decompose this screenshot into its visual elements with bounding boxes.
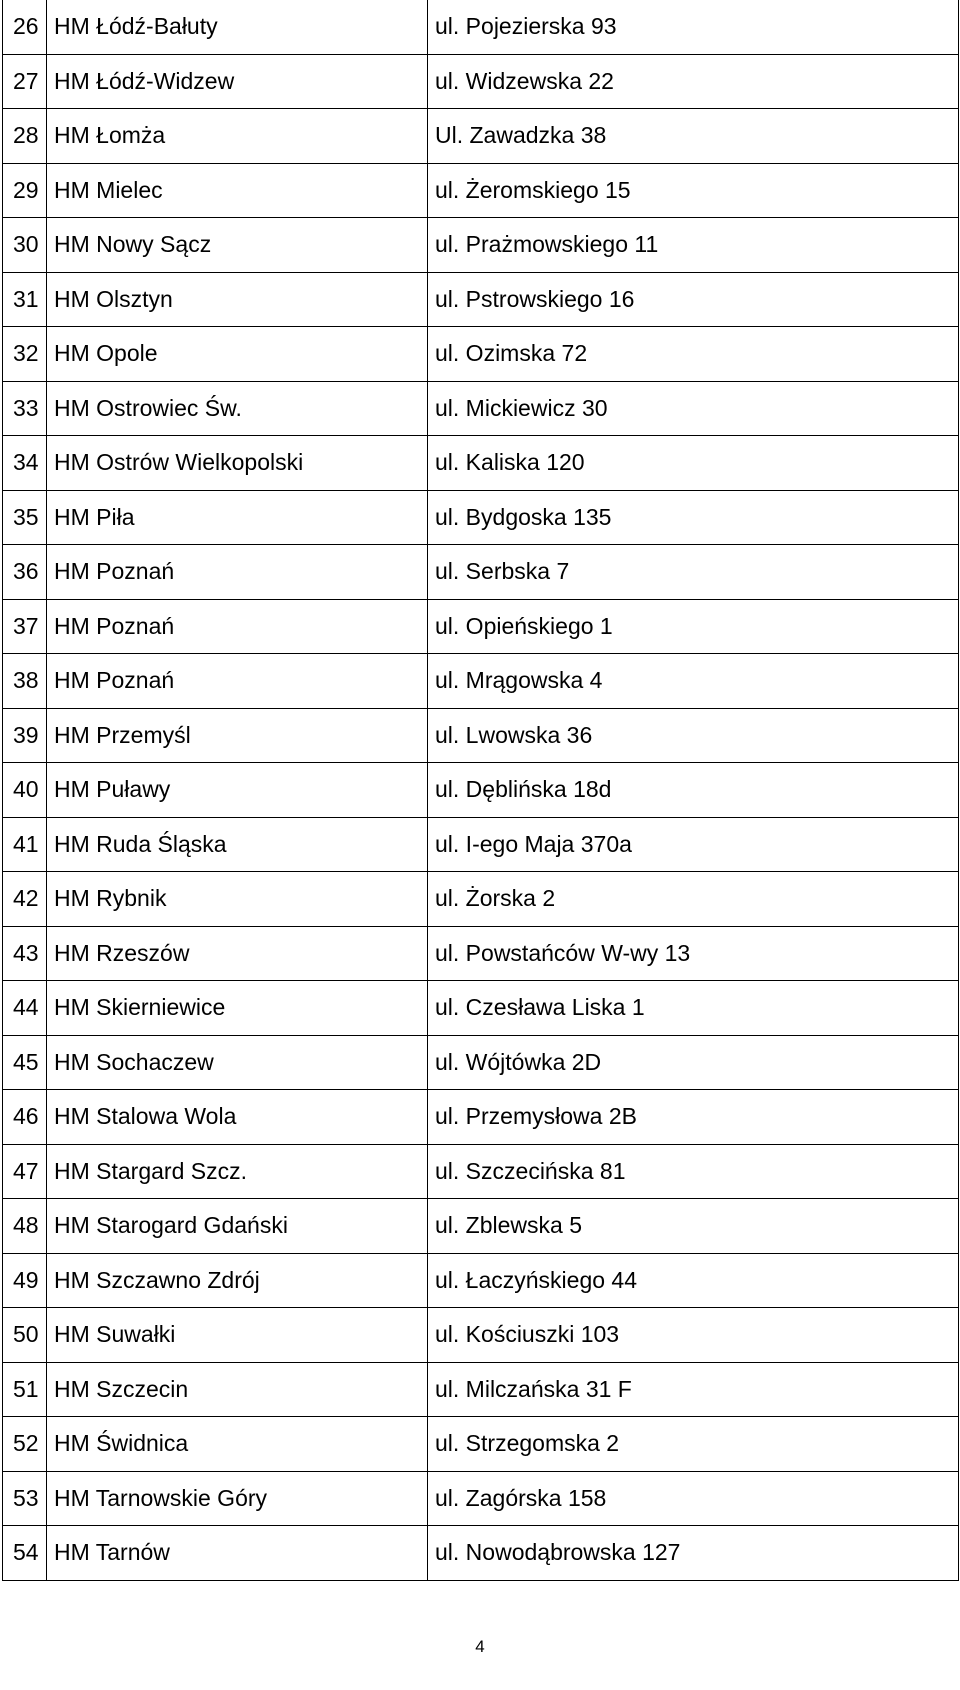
location-address: ul. Mickiewicz 30 bbox=[428, 381, 959, 436]
location-address: ul. Serbska 7 bbox=[428, 545, 959, 600]
location-name: HM Nowy Sącz bbox=[47, 218, 428, 273]
row-number: 37 bbox=[3, 599, 47, 654]
table-row bbox=[3, 545, 959, 600]
row-number: 44 bbox=[3, 981, 47, 1036]
location-name: HM Rybnik bbox=[47, 872, 428, 927]
row-number: 54 bbox=[3, 1526, 47, 1581]
row-number: 53 bbox=[3, 1471, 47, 1526]
location-address: ul. Kościuszki 103 bbox=[428, 1308, 959, 1363]
location-address: ul. Pojezierska 93 bbox=[428, 0, 959, 54]
row-number: 28 bbox=[3, 109, 47, 164]
location-name: HM Ostrowiec Św. bbox=[47, 381, 428, 436]
location-name: HM Przemyśl bbox=[47, 708, 428, 763]
table-row bbox=[3, 1471, 959, 1526]
location-address: ul. Szczecińska 81 bbox=[428, 1144, 959, 1199]
location-name: HM Szczawno Zdrój bbox=[47, 1253, 428, 1308]
table-row bbox=[3, 763, 959, 818]
location-name: HM Olsztyn bbox=[47, 272, 428, 327]
row-number: 45 bbox=[3, 1035, 47, 1090]
table-row bbox=[3, 817, 959, 872]
row-number: 52 bbox=[3, 1417, 47, 1472]
location-address: ul. Pstrowskiego 16 bbox=[428, 272, 959, 327]
row-number: 35 bbox=[3, 490, 47, 545]
location-name: HM Sochaczew bbox=[47, 1035, 428, 1090]
table-row bbox=[3, 163, 959, 218]
location-address: ul. Czesława Liska 1 bbox=[428, 981, 959, 1036]
table-row bbox=[3, 1253, 959, 1308]
row-number: 43 bbox=[3, 926, 47, 981]
location-name: HM Szczecin bbox=[47, 1362, 428, 1417]
table-row bbox=[3, 1526, 959, 1581]
location-address: ul. Milczańska 31 F bbox=[428, 1362, 959, 1417]
location-address: ul. Zblewska 5 bbox=[428, 1199, 959, 1254]
table-row bbox=[3, 109, 959, 164]
location-address: ul. Widzewska 22 bbox=[428, 54, 959, 109]
location-name: HM Świdnica bbox=[47, 1417, 428, 1472]
location-address: ul. Łaczyńskiego 44 bbox=[428, 1253, 959, 1308]
page-number: 4 bbox=[475, 1637, 485, 1656]
row-number: 48 bbox=[3, 1199, 47, 1254]
location-address: ul. Strzegomska 2 bbox=[428, 1417, 959, 1472]
location-name: HM Opole bbox=[47, 327, 428, 382]
table-row bbox=[3, 436, 959, 491]
table-row bbox=[3, 599, 959, 654]
row-number: 38 bbox=[3, 654, 47, 709]
row-number: 39 bbox=[3, 708, 47, 763]
row-number: 34 bbox=[3, 436, 47, 491]
location-name: HM Tarnów bbox=[47, 1526, 428, 1581]
location-name: HM Ostrów Wielkopolski bbox=[47, 436, 428, 491]
locations-table-body bbox=[3, 0, 959, 1580]
location-address: Ul. Zawadzka 38 bbox=[428, 109, 959, 164]
location-address: ul. Żorska 2 bbox=[428, 872, 959, 927]
locations-table bbox=[2, 0, 959, 1581]
table-row bbox=[3, 272, 959, 327]
row-number: 29 bbox=[3, 163, 47, 218]
location-name: HM Piła bbox=[47, 490, 428, 545]
table-row bbox=[3, 1417, 959, 1472]
location-name: HM Rzeszów bbox=[47, 926, 428, 981]
location-address: ul. I-ego Maja 370a bbox=[428, 817, 959, 872]
row-number: 27 bbox=[3, 54, 47, 109]
row-number: 26 bbox=[3, 0, 47, 54]
table-row bbox=[3, 54, 959, 109]
row-number: 31 bbox=[3, 272, 47, 327]
location-name: HM Starogard Gdański bbox=[47, 1199, 428, 1254]
location-address: ul. Przemysłowa 2B bbox=[428, 1090, 959, 1145]
row-number: 46 bbox=[3, 1090, 47, 1145]
location-name: HM Mielec bbox=[47, 163, 428, 218]
row-number: 47 bbox=[3, 1144, 47, 1199]
location-name: HM Skierniewice bbox=[47, 981, 428, 1036]
table-row bbox=[3, 872, 959, 927]
location-address: ul. Dęblińska 18d bbox=[428, 763, 959, 818]
table-row bbox=[3, 926, 959, 981]
row-number: 36 bbox=[3, 545, 47, 600]
row-number: 40 bbox=[3, 763, 47, 818]
table-row bbox=[3, 218, 959, 273]
location-address: ul. Zagórska 158 bbox=[428, 1471, 959, 1526]
row-number: 42 bbox=[3, 872, 47, 927]
location-address: ul. Prażmowskiego 11 bbox=[428, 218, 959, 273]
location-address: ul. Żeromskiego 15 bbox=[428, 163, 959, 218]
location-name: HM Stalowa Wola bbox=[47, 1090, 428, 1145]
location-address: ul. Wójtówka 2D bbox=[428, 1035, 959, 1090]
row-number: 50 bbox=[3, 1308, 47, 1363]
table-row bbox=[3, 0, 959, 54]
row-number: 41 bbox=[3, 817, 47, 872]
location-address: ul. Opieńskiego 1 bbox=[428, 599, 959, 654]
location-name: HM Puławy bbox=[47, 763, 428, 818]
location-name: HM Łódź-Bałuty bbox=[47, 0, 428, 54]
location-name: HM Poznań bbox=[47, 599, 428, 654]
location-name: HM Łódź-Widzew bbox=[47, 54, 428, 109]
row-number: 49 bbox=[3, 1253, 47, 1308]
row-number: 33 bbox=[3, 381, 47, 436]
table-row bbox=[3, 708, 959, 763]
location-name: HM Poznań bbox=[47, 654, 428, 709]
location-name: HM Tarnowskie Góry bbox=[47, 1471, 428, 1526]
location-address: ul. Lwowska 36 bbox=[428, 708, 959, 763]
table-row bbox=[3, 1199, 959, 1254]
location-name: HM Łomża bbox=[47, 109, 428, 164]
table-row bbox=[3, 1090, 959, 1145]
location-address: ul. Ozimska 72 bbox=[428, 327, 959, 382]
table-row bbox=[3, 1308, 959, 1363]
table-row bbox=[3, 327, 959, 382]
table-row bbox=[3, 490, 959, 545]
location-name: HM Ruda Śląska bbox=[47, 817, 428, 872]
row-number: 51 bbox=[3, 1362, 47, 1417]
row-number: 30 bbox=[3, 218, 47, 273]
row-number: 32 bbox=[3, 327, 47, 382]
table-row bbox=[3, 654, 959, 709]
location-name: HM Poznań bbox=[47, 545, 428, 600]
location-address: ul. Kaliska 120 bbox=[428, 436, 959, 491]
location-address: ul. Nowodąbrowska 127 bbox=[428, 1526, 959, 1581]
location-name: HM Stargard Szcz. bbox=[47, 1144, 428, 1199]
table-row bbox=[3, 1144, 959, 1199]
location-name: HM Suwałki bbox=[47, 1308, 428, 1363]
location-address: ul. Powstańców W-wy 13 bbox=[428, 926, 959, 981]
location-address: ul. Bydgoska 135 bbox=[428, 490, 959, 545]
table-row bbox=[3, 981, 959, 1036]
table-row bbox=[3, 1035, 959, 1090]
location-address: ul. Mrągowska 4 bbox=[428, 654, 959, 709]
table-row bbox=[3, 1362, 959, 1417]
table-row bbox=[3, 381, 959, 436]
